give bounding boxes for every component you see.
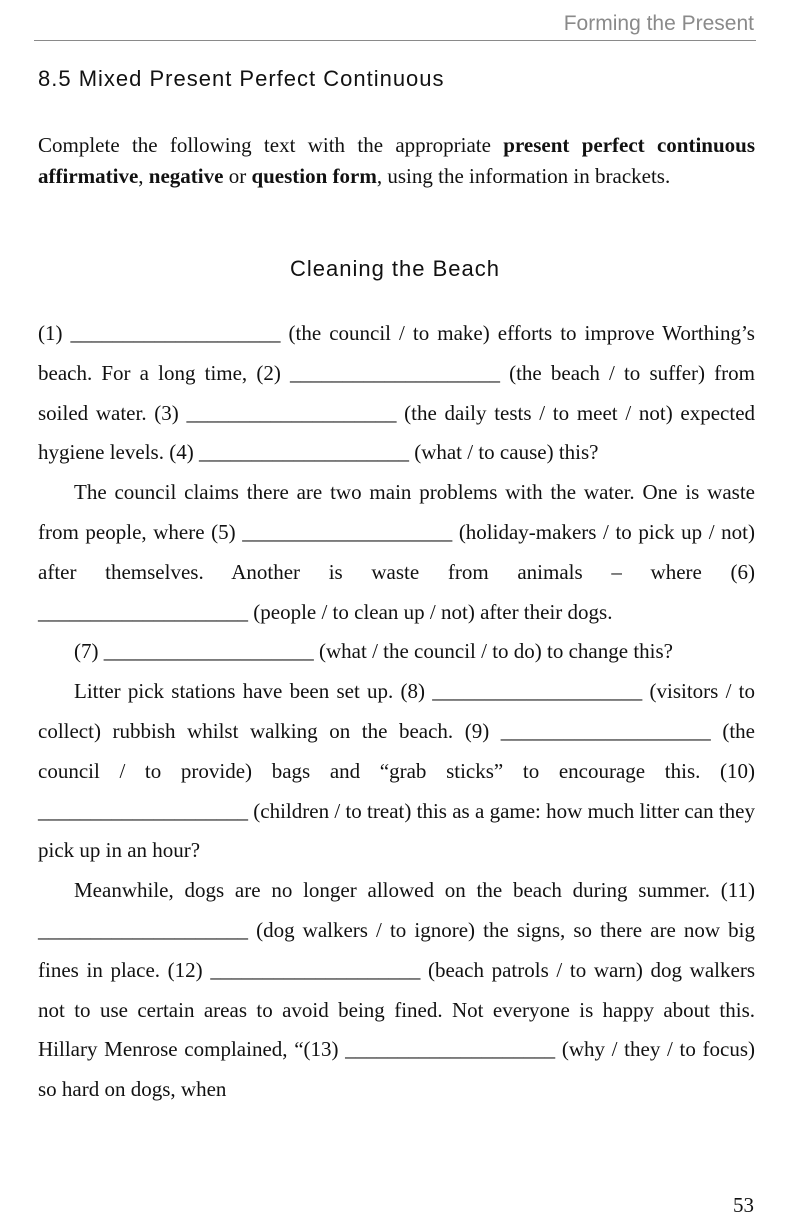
instructions-text: or — [223, 164, 252, 188]
text-run: (the council / to provide) bags and “grab sticks” to encourage this. (10) — [38, 718, 756, 783]
answer-blank-11[interactable]: ____________________ — [38, 917, 248, 942]
answer-blank-4[interactable]: ____________________ — [198, 440, 409, 465]
header-divider — [34, 40, 756, 41]
running-header: Forming the Present — [563, 12, 754, 35]
text-run: (holiday-makers / to pick up / not) after themselves. Another is waste from animals – where (6) — [38, 519, 755, 584]
instructions-bold-text: question form — [251, 164, 377, 188]
answer-blank-6[interactable]: ____________________ — [38, 599, 248, 624]
paragraph — [38, 473, 755, 632]
text-run: (1) — [38, 321, 71, 345]
instructions-bold-text: present perfect continuous affirmative — [38, 133, 756, 188]
text-run: (what / to cause) this? — [408, 440, 599, 465]
instructions-text: , using the information in brackets. — [376, 164, 671, 188]
answer-blank-7[interactable]: ____________________ — [103, 639, 314, 664]
text-run: (7) — [74, 639, 104, 664]
page-number: 53 — [733, 1193, 754, 1217]
instructions-text: , — [138, 164, 149, 188]
answer-blank-3[interactable]: ____________________ — [186, 400, 397, 425]
answer-blank-8[interactable]: ____________________ — [432, 679, 643, 704]
text-run: Litter pick stations have been set up. (8) — [74, 679, 433, 704]
text-run: (visitors / to collect) rubbish whilst walking on the beach. (9) — [38, 679, 755, 743]
instructions-text: Complete the following text with the appropriate — [38, 133, 504, 157]
instructions-bold-text: negative — [148, 164, 224, 188]
answer-blank-12[interactable]: ____________________ — [210, 957, 421, 982]
text-run: Meanwhile, dogs are no longer allowed on the beach during summer. (11) — [74, 878, 755, 903]
answer-blank-1[interactable]: ____________________ — [70, 321, 281, 345]
text-run: (why / they / to focus) so hard on dogs, when — [38, 1037, 755, 1102]
paragraph — [38, 314, 755, 473]
story-title: Cleaning the Beach — [289, 256, 501, 281]
paragraph — [38, 632, 755, 672]
text-run: The council claims there are two main problems with the water. One is waste from people, where (5) — [38, 480, 755, 544]
text-run: (the daily tests / to meet / not) expected hygiene levels. (4) — [38, 400, 756, 465]
text-run: (beach patrols / to warn) dog walkers not to use certain areas to avoid being fined. Not everyone is happy about this. Hillary Menrose complained, “(13) — [38, 957, 755, 1062]
answer-blank-10[interactable]: ____________________ — [38, 798, 248, 823]
paragraph — [38, 672, 755, 871]
text-run: (what / the council / to do) to change this? — [313, 639, 673, 664]
answer-blank-5[interactable]: ____________________ — [242, 519, 453, 544]
section-title: 8.5 Mixed Present Perfect Continuous — [38, 66, 445, 91]
instructions — [38, 130, 755, 192]
text-run: (the council / to make) efforts to improve Worthing’s beach. For a long time, (2) — [38, 321, 755, 385]
text-run: (the beach / to suffer) from soiled water. (3) — [38, 360, 755, 425]
paragraph — [38, 871, 755, 1110]
answer-blank-2[interactable]: ____________________ — [289, 360, 500, 385]
text-run: (dog walkers / to ignore) the signs, so there are now big fines in place. (12) — [38, 917, 755, 982]
answer-blank-13[interactable]: ____________________ — [345, 1037, 556, 1062]
exercise-text — [38, 314, 755, 1110]
answer-blank-9[interactable]: ____________________ — [500, 718, 711, 743]
text-run: (children / to treat) this as a game: how much litter can they pick up in an hour? — [38, 798, 755, 863]
text-run: (people / to clean up / not) after their dogs. — [248, 599, 613, 624]
